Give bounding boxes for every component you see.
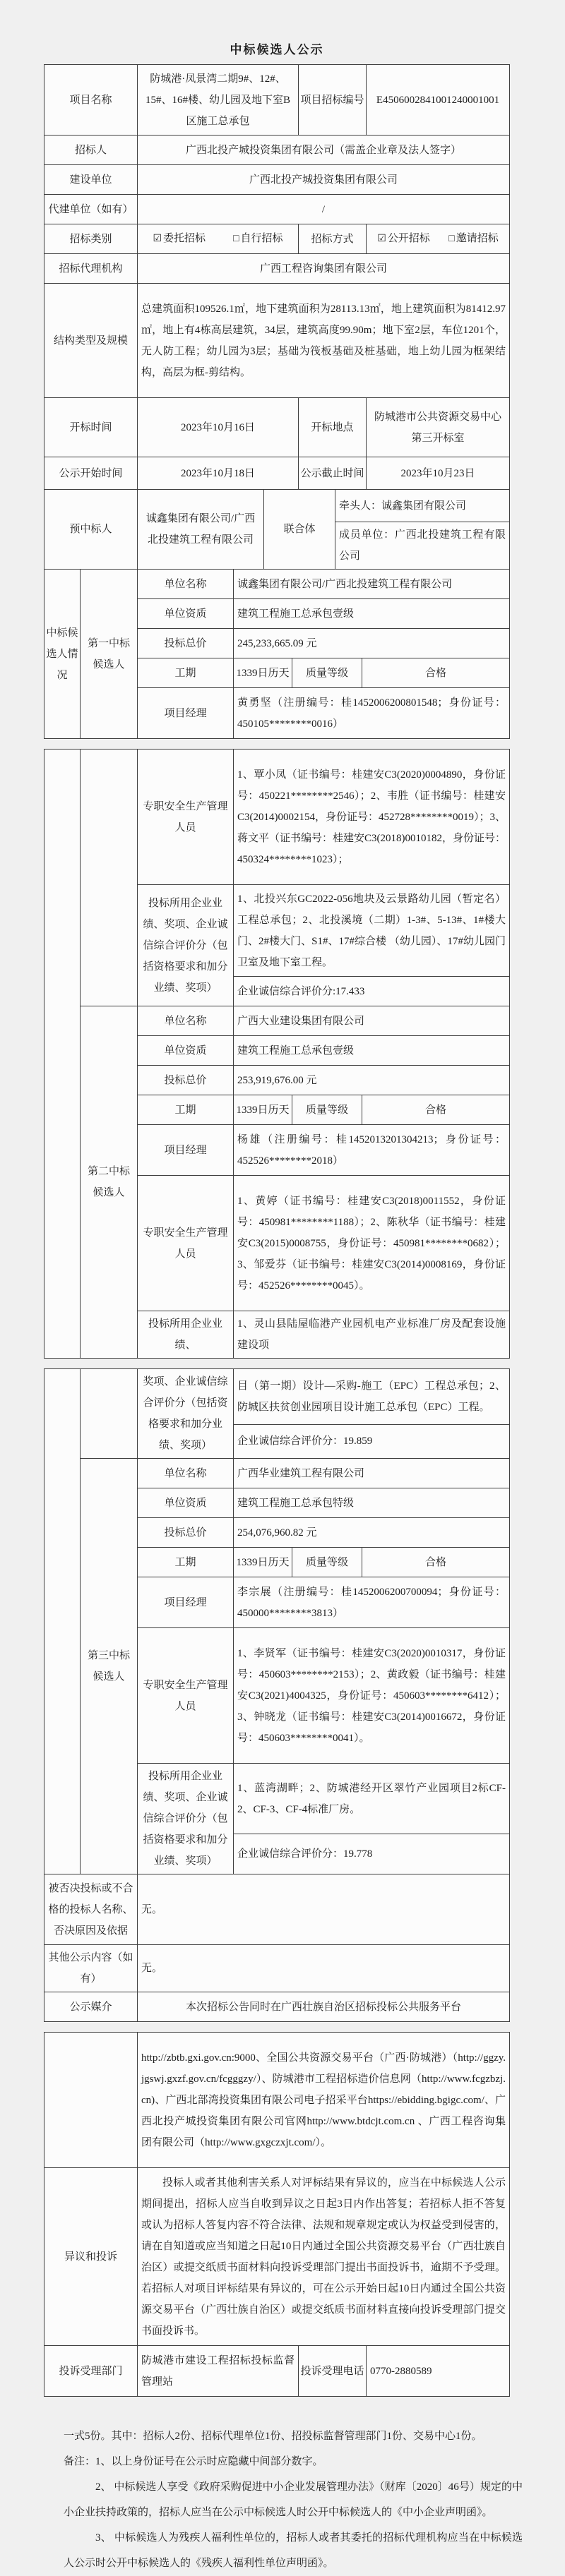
tenderee-value: 广西北投产城投资集团有限公司（需盖企业章及法人签字） [138, 136, 510, 165]
c3-manager: 李宗展（注册编号：桂1452006200700094；身份证号：450000********3813） [234, 1577, 510, 1628]
performance-label: 投标所用企业业绩、奖项、企业诚信综合评价分（包括资格要求和加分业绩、奖项） [138, 885, 234, 1006]
c1-performance-cells [234, 885, 510, 1006]
performance-label: 投标所用企业业绩、奖项、企业诚信综合评价分（包括资格要求和加分业绩、奖项） [138, 1764, 234, 1874]
other-content-value: 无。 [138, 1945, 510, 1992]
candidate-2-rank-spacer [81, 1369, 138, 1459]
quality-label: 质量等级 [292, 658, 362, 688]
c1-performance: 1、北投兴东GC2022-056地块及云景路幼儿园（暂定名）工程总承包；2、北投溪境（二期）1-3#、5-13#、1#楼大门、2#楼大门、S1#、17#综合楼 （幼儿园）、17#幼儿园门卫室及地下室工程。 [234, 885, 510, 977]
candidate-1-rows [138, 570, 510, 739]
builder-label: 建设单位 [44, 165, 138, 195]
c1-quality: 合格 [362, 658, 510, 688]
row-c2-qualification [138, 1036, 510, 1066]
publicity-end-label: 公示截止时间 [299, 457, 367, 490]
structure-label: 结构类型及规模 [44, 284, 138, 398]
candidate-3-rank-label: 第三中标候选人 [81, 1459, 138, 1874]
rejected-bidders-label: 被否决投标或不合格的投标人名称、否决原因及依据 [44, 1874, 138, 1945]
row-c2-unit-name [138, 1006, 510, 1036]
tenderee-label: 招标人 [44, 136, 138, 165]
row-agency [44, 254, 510, 284]
bid-number-label: 项目招标编号 [299, 65, 367, 136]
consortium-label: 联合体 [264, 490, 335, 570]
agency-value: 广西工程咨询集团有限公司 [138, 254, 510, 284]
row-other-content [44, 1945, 510, 1992]
safety-label: 专职安全生产管理人员 [138, 1176, 234, 1311]
row-project-name [44, 65, 510, 136]
candidate-2-cont-rows [138, 1369, 510, 1459]
row-consortium-member [335, 522, 510, 570]
publicity-media-spacer [44, 2033, 138, 2168]
performance-label-part1: 投标所用企业业绩、 [138, 1311, 234, 1359]
consortium-detail [335, 490, 510, 570]
objection-value: 投标人或者其他利害关系人对评标结果有异议的，应当在中标候选人公示期间提出，招标人应当自收到异议之日起3日内作出答复；若招标人拒不答复或认为招标人答复内容不符合法律、法规和规章规定或认为权益受到侵害的，请在自知道或应当知道之日起10日内通过全国公共资源交易平台（广西壮族自治区）或提交纸质书面材料向投诉受理部门提出书面投诉书，逾期不予受理。若招标人对项目评标结果有异议的，可在公示开始日起10日内通过全国公共资源交易平台（广西壮族自治区）或提交纸质书面材料直接向投诉受理部门提交书面投诉书。 [138, 2168, 510, 2346]
footer-note-1: 备注：1、以上身份证号在公示时应隐藏中间部分数字。 [64, 2456, 323, 2467]
candidate-1-rank-label: 第一中标候选人 [81, 570, 138, 739]
footer-note-3: 3、 中标候选人为残疾人福利性单位的，招标人或者其委托的招标代理机构应当在中标候选人公示时公开中标候选人的《残疾人福利性单位声明函》。 [64, 2532, 523, 2569]
category-option-self [233, 228, 282, 250]
c2-performance-part1: 1、灵山县陆屋临港产业园机电产业标准厂房及配套设施建设项 [234, 1311, 510, 1359]
rejected-bidders-value: 无。 [138, 1874, 510, 1945]
builder-value: 广西北投产城投资集团有限公司 [138, 165, 510, 195]
row-complaint-dept [44, 2346, 510, 2397]
row-c2-duration [138, 1095, 510, 1125]
c1-duration: 1339日历天 [234, 658, 292, 688]
complaint-dept-value: 防城港市建设工程招标投标监督管理站 [138, 2346, 299, 2397]
price-label: 投标总价 [138, 1518, 234, 1548]
open-time-value: 2023年10月16日 [138, 398, 299, 457]
row-c2-performance-part1 [138, 1311, 510, 1359]
pre-winner-label: 预中标人 [44, 490, 138, 570]
price-label: 投标总价 [138, 629, 234, 658]
footer-copies: 一式5份。其中：招标人2份、招标代理单位1份、招投标监督管理部门1份、交易中心1份。 [64, 2431, 482, 2442]
band-candidates-body-2 [44, 1369, 510, 1874]
row-c2-manager [138, 1125, 510, 1176]
footer-notes [64, 2424, 523, 2576]
c3-price: 254,076,960.82 元 [234, 1518, 510, 1548]
agent-build-value: / [138, 195, 510, 224]
c1-qualification: 建筑工程施工总承包壹级 [234, 599, 510, 629]
c3-qualification: 建筑工程施工总承包特级 [234, 1488, 510, 1518]
open-place-value: 防城港市公共资源交易中心第三开标室 [367, 398, 510, 457]
unit-name-label: 单位名称 [138, 1459, 234, 1488]
candidates-section-label: 中标候选人情况 [44, 570, 81, 739]
row-consortium-leader [335, 490, 510, 522]
complaint-phone-label: 投诉受理电话 [299, 2346, 367, 2397]
footer-note-2: 2、 中标候选人享受《政府采购促进中小企业发展管理办法》（财库〔2020〕46号）规定的中小企业扶持政策的，招标人应当在公示中标候选人时公开中标候选人的《中小企业声明函》。 [64, 2481, 523, 2518]
tender-method-label: 招标方式 [299, 224, 367, 254]
duration-label: 工期 [138, 1095, 234, 1125]
row-c3-price [138, 1518, 510, 1548]
c3-safety: 1、李贤军（证书编号：桂建安C3(2020)0010317，身份证号：450603********2153）；2、黄政毅（证书编号：桂建安C3(2021)4004325，身份证号：450603********6412）；3、钟晓龙（证书编号：桂建安C3(2014)0016672，身份证号：450603********0041）。 [234, 1628, 510, 1764]
row-c3-duration [138, 1548, 510, 1577]
agency-label: 招标代理机构 [44, 254, 138, 284]
safety-label: 专职安全生产管理人员 [138, 750, 234, 885]
quality-label: 质量等级 [292, 1095, 362, 1125]
row-c1-price [138, 629, 510, 658]
row-pre-winner [44, 490, 510, 570]
structure-value: 总建筑面积109526.1㎡，地下建筑面积为28113.13㎡，地上建筑面积为81412.97㎡，地上有4栋高层建筑，34层，建筑高度99.90m；地下室2层，车位1201个，无人防工程；幼儿园为3层；基础为筏板基础及桩基础，地上幼儿园为框架结构，高层为框-剪结构。 [138, 284, 510, 398]
open-place-label: 开标地点 [299, 398, 367, 457]
category-option-label: 委托招标 [163, 233, 206, 244]
c2-credit-score: 企业诚信综合评价分：19.859 [234, 1425, 510, 1459]
consortium-member: 成员单位：广西北投建筑工程有限公司 [335, 522, 510, 570]
band-candidate-3 [81, 1459, 510, 1874]
row-publicity-media-cont [44, 2033, 510, 2168]
duration-label: 工期 [138, 1548, 234, 1577]
row-c3-qualification [138, 1488, 510, 1518]
c3-performance: 1、蓝湾湖畔；2、防城港经开区翠竹产业园项目2标CF-2、CF-3、CF-4标准厂房。 [234, 1764, 510, 1834]
c2-unit-name: 广西大业建设集团有限公司 [234, 1006, 510, 1036]
band-candidate-1 [44, 570, 510, 739]
price-label: 投标总价 [138, 1066, 234, 1095]
manager-label: 项目经理 [138, 1125, 234, 1176]
project-name-value: 防城港·凤景湾二期9#、12#、15#、16#楼、幼儿园及地下室B区施工总承包 [138, 65, 299, 136]
c1-safety: 1、覃小凤（证书编号：桂建安C3(2020)0004890，身份证号：450221********2546）；2、韦胜（证书编号：桂建安C3(2014)0002154，身份证号：452728********0019）；3、蒋文平（证书编号：桂建安C3(2018)0010182，身份证号：450324********1023）； [234, 750, 510, 885]
candidate-1-cont-rows [138, 750, 510, 1006]
safety-label: 专职安全生产管理人员 [138, 1628, 234, 1764]
c2-qualification: 建筑工程施工总承包壹级 [234, 1036, 510, 1066]
band-candidate-2-cont [81, 1369, 510, 1459]
complaint-dept-label: 投诉受理部门 [44, 2346, 138, 2397]
row-c1-qualification [138, 599, 510, 629]
c3-unit-name: 广西华业建筑工程有限公司 [234, 1459, 510, 1488]
row-c2-performance-part2 [138, 1369, 510, 1459]
row-c3-performance [138, 1764, 510, 1874]
method-option-label: 邀请招标 [456, 233, 499, 244]
c1-credit-score: 企业诚信综合评价分:17.433 [234, 977, 510, 1006]
row-c1-duration [138, 658, 510, 688]
complaint-phone-value: 0770-2880589 [367, 2346, 510, 2397]
row-c1-unit-name [138, 570, 510, 599]
open-time-label: 开标时间 [44, 398, 138, 457]
publicity-media-continuation: http://zbtb.gxi.gov.cn:9000、全国公共资源交易平台（广西·防城港）（http://ggzy.jgswj.gxzf.gov.cn/fcgggzy/）、防城港市工程招标造价信息网（http://www.fcgzbzj.cn)、广西北部湾投资集团有限公司电子招采平台https://ebidding.bgigc.com/、广西北投产城投资集团有限公司官网http://www.btdcjt.com.cn 、广西工程咨询集团有限公司（http://www.gxgczxjt.com/）。 [138, 2033, 510, 2168]
publicity-end-value: 2023年10月23日 [367, 457, 510, 490]
candidate-2-rows [138, 1006, 510, 1359]
project-name-label: 项目名称 [44, 65, 138, 136]
method-option-open [377, 228, 430, 250]
unchecked-checkbox-icon: □ [233, 234, 239, 244]
page-title: 中标候选人公示 [230, 43, 324, 56]
row-c1-manager [138, 688, 510, 739]
unit-name-label: 单位名称 [138, 1006, 234, 1036]
row-c2-credit-score [234, 1425, 510, 1459]
row-agent-build [44, 195, 510, 224]
category-option-entrusted [153, 228, 206, 250]
candidates-column-2 [81, 1369, 510, 1874]
category-option-label: 自行招标 [240, 233, 283, 244]
row-c3-manager [138, 1577, 510, 1628]
agent-build-label: 代建单位（如有） [44, 195, 138, 224]
qualification-label: 单位资质 [138, 1036, 234, 1066]
pre-winner-value: 诚鑫集团有限公司/广西北投建筑工程有限公司 [138, 490, 264, 570]
row-c1-safety [138, 750, 510, 885]
c2-safety: 1、黄婷（证书编号：桂建安C3(2018)0011552，身份证号：450981********1188）；2、陈秋华（证书编号：桂建安C3(2015)0008755，身份证号：450981********0682）；3、邹爱芬（证书编号：桂建安C3(2014)0008169，身份证号：452526********0045）。 [234, 1176, 510, 1311]
candidate-3-rows [138, 1459, 510, 1874]
tender-method-options [367, 224, 510, 254]
c3-quality: 合格 [362, 1548, 510, 1577]
tender-category-options [138, 224, 299, 254]
method-option-invite [448, 228, 498, 250]
c1-price: 245,233,665.09 元 [234, 629, 510, 658]
candidates-section-spacer [44, 750, 81, 1359]
row-publicity-time [44, 457, 510, 490]
row-structure [44, 284, 510, 398]
performance-label-part2: 奖项、企业诚信综合评价分（包括资格要求和加分业绩、奖项） [138, 1369, 234, 1459]
c2-price: 253,919,676.00 元 [234, 1066, 510, 1095]
table-candidates-2 [44, 749, 510, 1359]
row-c2-safety [138, 1176, 510, 1311]
row-c2-price [138, 1066, 510, 1095]
row-tenderee [44, 136, 510, 165]
c1-manager: 黄勇坚（注册编号：桂1452006200801548；身份证号：450105********0016） [234, 688, 510, 739]
row-c1-performance-list [234, 885, 510, 977]
candidates-column [81, 750, 510, 1359]
publicity-start-label: 公示开始时间 [44, 457, 138, 490]
band-candidates-body [44, 750, 510, 1359]
other-content-label: 其他公示内容（如有） [44, 1945, 138, 1992]
row-c3-safety [138, 1628, 510, 1764]
qualification-label: 单位资质 [138, 1488, 234, 1518]
row-tender-category [44, 224, 510, 254]
row-c3-credit-score [234, 1834, 510, 1874]
tender-category-label: 招标类别 [44, 224, 138, 254]
manager-label: 项目经理 [138, 1577, 234, 1628]
checked-checkbox-icon: ☑ [153, 234, 162, 244]
row-objection [44, 2168, 510, 2346]
unit-name-label: 单位名称 [138, 570, 234, 599]
publicity-media-line1: 本次招标公告同时在广西壮族自治区招标投标公共服务平台 [138, 1992, 510, 2022]
manager-label: 项目经理 [138, 688, 234, 739]
band-candidate-1-cont [81, 750, 510, 1006]
qualification-label: 单位资质 [138, 599, 234, 629]
table-basic-info [44, 64, 510, 739]
c3-performance-cells [234, 1764, 510, 1874]
duration-label: 工期 [138, 658, 234, 688]
row-builder [44, 165, 510, 195]
band-candidate-2 [81, 1006, 510, 1359]
table-media-objection [44, 2032, 510, 2397]
c2-performance-cells [234, 1369, 510, 1459]
publicity-media-label: 公示媒介 [44, 1992, 138, 2022]
row-c3-unit-name [138, 1459, 510, 1488]
checked-checkbox-icon: ☑ [377, 234, 386, 244]
c3-duration: 1339日历天 [234, 1548, 292, 1577]
candidates-section-spacer [44, 1369, 81, 1874]
unchecked-checkbox-icon: □ [448, 234, 455, 244]
candidate-1-rank-spacer [81, 750, 138, 1006]
c2-duration: 1339日历天 [234, 1095, 292, 1125]
c1-unit-name: 诚鑫集团有限公司/广西北投建筑工程有限公司 [234, 570, 510, 599]
row-publicity-media [44, 1992, 510, 2022]
row-rejected-bidders [44, 1874, 510, 1945]
row-c3-performance-list [234, 1764, 510, 1834]
row-open-time [44, 398, 510, 457]
table-candidates-3 [44, 1368, 510, 2022]
publicity-start-value: 2023年10月18日 [138, 457, 299, 490]
c2-manager: 杨雄（注册编号：桂1452013201304213；身份证号：452526********2018） [234, 1125, 510, 1176]
c2-performance-part2: 目（第一期）设计—采购-施工（EPC）工程总承包；2、防城区扶贫创业园项目设计施工总承包（EPC）工程。 [234, 1369, 510, 1425]
c3-credit-score: 企业诚信综合评价分：19.778 [234, 1834, 510, 1874]
method-option-label: 公开招标 [387, 233, 430, 244]
c2-quality: 合格 [362, 1095, 510, 1125]
consortium-leader: 牵头人：诚鑫集团有限公司 [335, 490, 510, 522]
row-c1-performance [138, 885, 510, 1006]
row-c1-credit-score [234, 977, 510, 1006]
quality-label: 质量等级 [292, 1548, 362, 1577]
row-c2-performance-list [234, 1369, 510, 1425]
objection-label: 异议和投诉 [44, 2168, 138, 2346]
bid-number-value: E4506002841001240001001 [367, 65, 510, 136]
candidate-2-rank-label: 第二中标候选人 [81, 1006, 138, 1359]
